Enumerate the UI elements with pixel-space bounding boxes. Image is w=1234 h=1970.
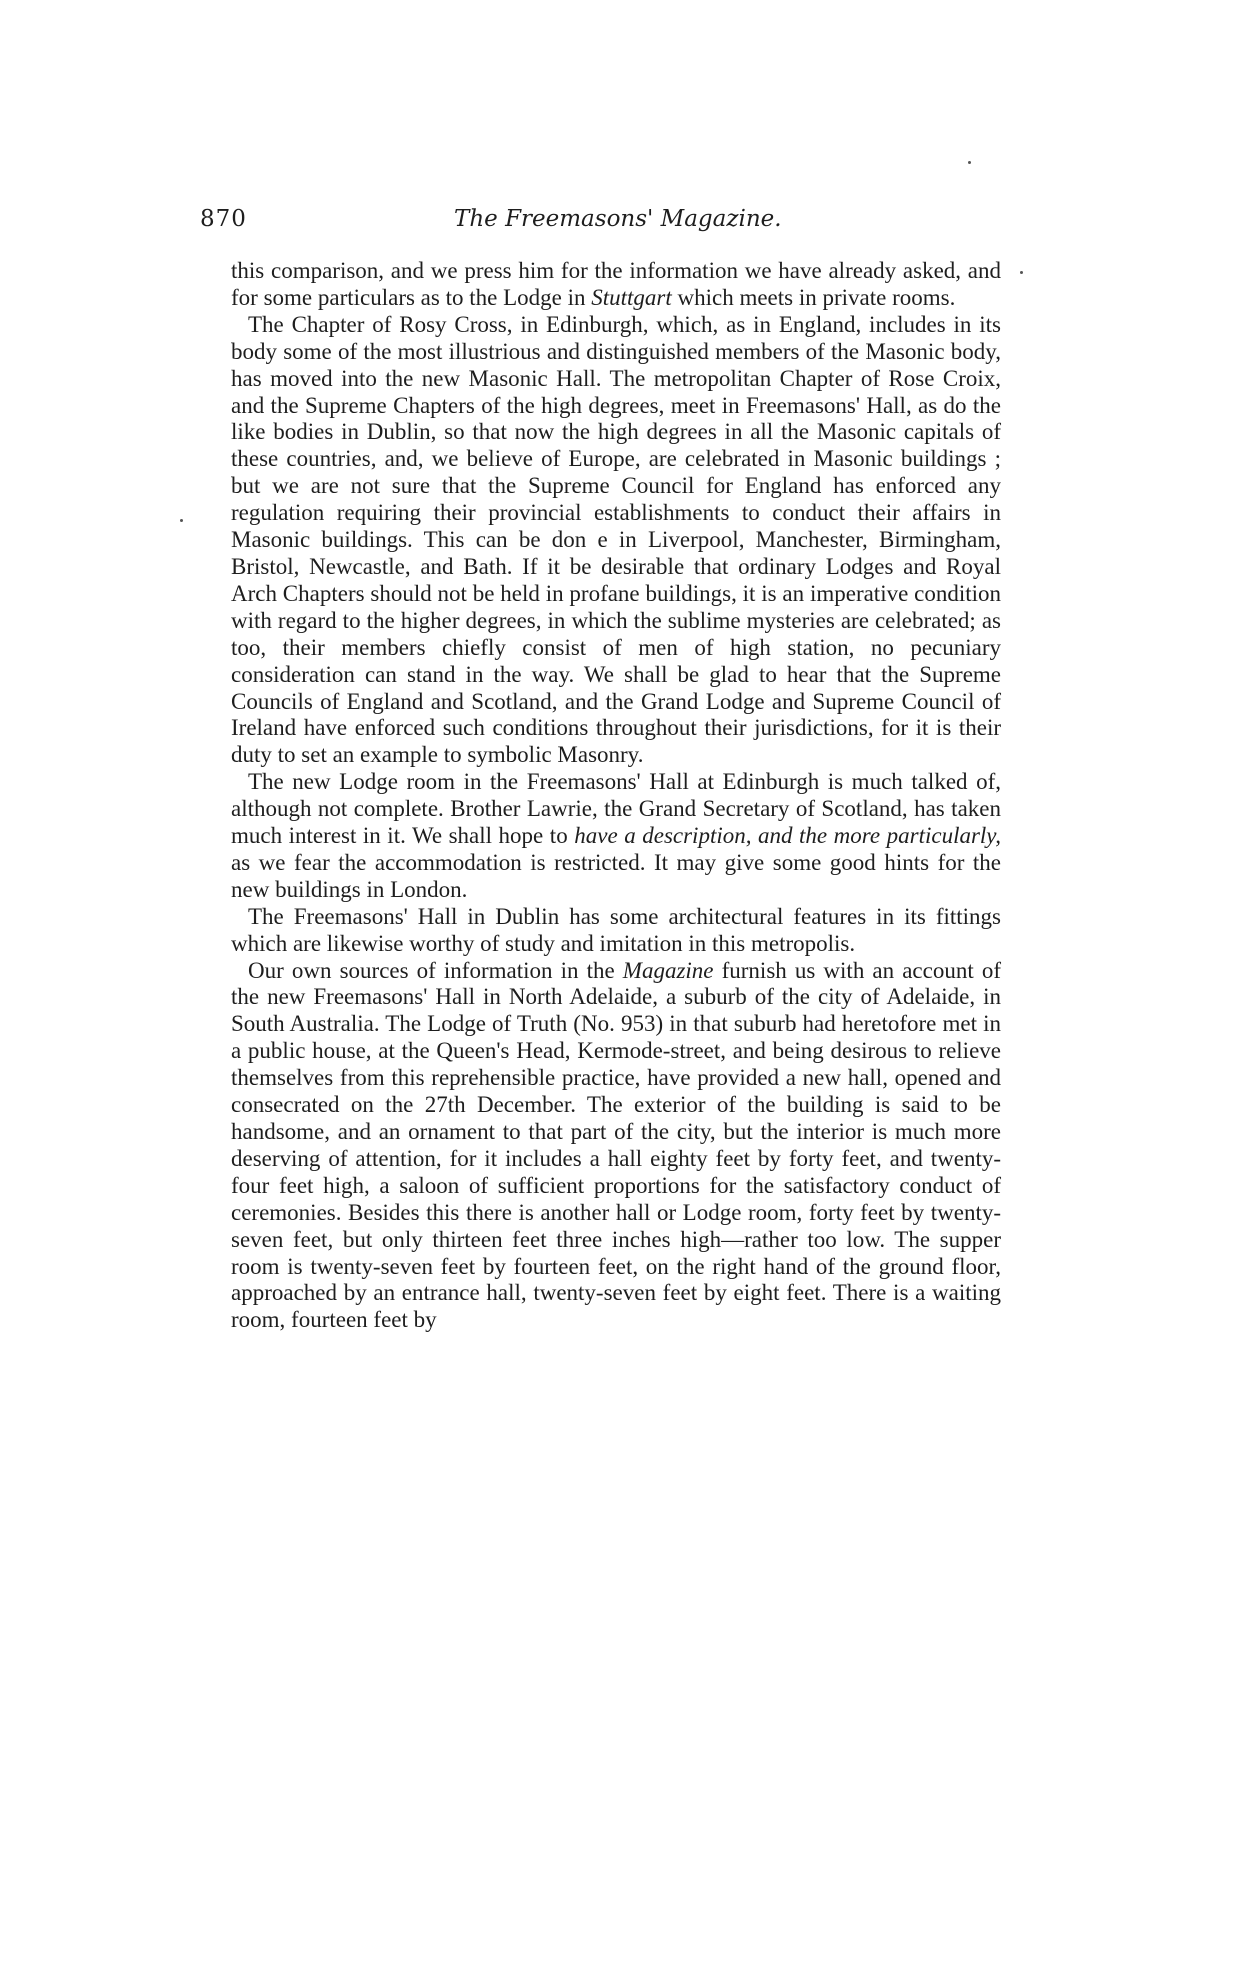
- italic-text-run: Magazine: [622, 957, 714, 983]
- scan-speck: [180, 519, 183, 522]
- text-run: which meets in private rooms.: [671, 284, 956, 310]
- running-title: The Freemasons' Magazine.: [454, 206, 782, 232]
- paragraph: [231, 958, 1001, 1335]
- paragraph: [231, 904, 1001, 958]
- text-run: furnish us with an account of the new Freemasons' Hall in North Adelaide, a suburb of the city of Adelaide, in South Australia. The Lodge of Truth (No. 953) in that suburb had heretofore met in a public house, at the Queen's Head, Kermode-street, and being desirous to relieve themselves from this reprehensible practice, have provided a new hall, opened and consecrated on the 27th December. The exterior of the building is said to be handsome, and an ornament to that part of the city, but the interior is much more deserving of attention, for it includes a hall eighty feet by forty feet, and twenty-four feet high, a saloon of sufficient proportions for the satisfactory conduct of ceremonies. Besides this there is another hall or Lodge room, forty feet by twenty-seven feet, but only thirteen feet three inches high—rather too low. The supper room is twenty-seven feet by fourteen feet, on the right hand of the ground floor, approached by an entrance hall, twenty-seven feet by eight feet. There is a waiting room, fourteen feet by: [231, 957, 1001, 1333]
- page-number: 870: [200, 206, 247, 232]
- scan-speck: [968, 161, 971, 164]
- text-run: The Chapter of Rosy Cross, in Edinburgh, which, as in England, includes in its body some of the most illustrious and distinguished members of the Masonic body, has moved into the new Masonic Hall. The metropolitan Chapter of Rose Croix, and the Supreme Chapters of the high degrees, meet in Freemasons' Hall, as do the like bodies in Dublin, so that now the high degrees in all the Masonic capitals of these countries, and, we believe of Europe, are celebrated in Masonic buildings ; but we are not sure that the Supreme Council for England has enforced any regulation requiring their provincial establishments to conduct their affairs in Masonic buildings. This can be don e in Liverpool, Manchester, Birmingham, Bristol, Newcastle, and Bath. If it be desirable that ordinary Lodges and Royal Arch Chapters should not be held in profane buildings, it is an imperative condition with regard to the higher degrees, in which the sublime mysteries are celebrated; as too, their members chiefly consist of men of high station, no pecuniary consideration can stand in the way. We shall be glad to hear that the Supreme Councils of England and Scotland, and the Grand Lodge and Supreme Council of Ireland have enforced such conditions throughout their jurisdictions, for it is their duty to set an example to symbolic Masonry.: [231, 311, 1001, 768]
- text-run: this comparison, and we press him for the information we have already asked, and for some particulars as to the Lodge in: [231, 258, 1001, 310]
- page-header: [200, 206, 1000, 240]
- scan-speck: [1020, 271, 1023, 274]
- italic-text-run: Stuttgart: [591, 284, 672, 310]
- text-run: The Freemasons' Hall in Dublin has some architectural features in its fittings which are likewise worthy of study and imitation in this metropolis.: [231, 903, 1001, 956]
- text-run: as we fear the accommodation is restricted. It may give some good hints for the new buildings in London.: [231, 849, 1001, 902]
- text-run: The new Lodge room in the Freemasons' Hall at Edinburgh is much talked of, although not complete. Brother Lawrie, the Grand Secretary of Scotland, has taken much interest in it. We shall hope to: [231, 769, 1001, 849]
- paragraph: [231, 258, 1001, 312]
- paragraph: [231, 312, 1001, 769]
- paragraph: [231, 769, 1001, 904]
- article-body: [231, 258, 1001, 1334]
- italic-text-run: have a description, and the more particularly,: [574, 823, 1001, 849]
- text-run: Our own sources of information in the: [248, 957, 623, 983]
